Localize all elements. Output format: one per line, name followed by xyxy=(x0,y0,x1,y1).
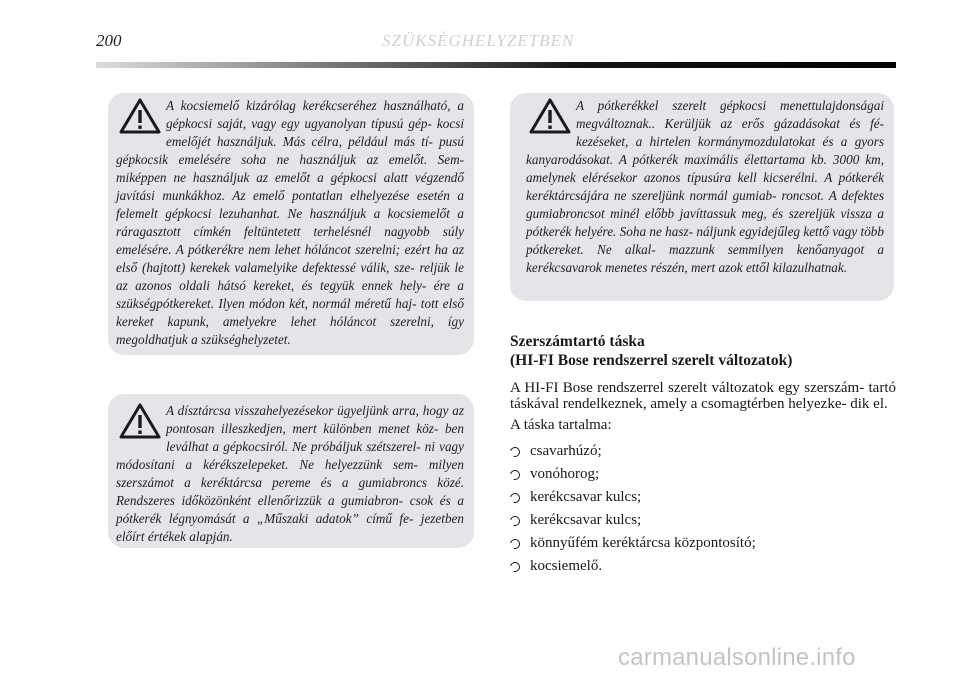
warning-text: A pótkerékkel szerelt gépkocsi menettulajdonságai megváltoznak.. Kerüljük az erős gázadásokat és fé- kezéseket, a hirtelen kormánymozdulatokat és a gyors kanyarodásokat. A pótkerék maximális élettartama kb. 3000 km, amelynek elérésekor azonos típusúra kell kicserélni. A pótkerék keréktárcsájára ne szereljünk normál gumiab- roncsot. A defektes gumiabroncsot minél előbb javíttassuk meg, és szereljük vissza a pótkerék helyére. Soha ne hasz- náljunk egyidejűleg kettő vagy több pótkereket. Ne alkal- mazzunk semmilyen kenőanyagot a kerékcsavarok menetes részén, mert azok ettől kilazulhatnak. xyxy=(526,98,884,275)
warning-text: A dísztárcsa visszahelyezésekor ügyeljünk arra, hogy az pontosan illeszkedjen, mert különben menet köz- ben leválhat a gépkocsiról. Ne próbáljuk szétszerel- ni vagy módosítani a kérékszelepeket. Ne helyezzünk sem- milyen szerszámot a keréktárcsa pereme és a gumiabroncs közé. Rendszeres időközönként ellenőrizzük a gumiabron- csok és a pótkerék légnyomását a „Műszaki adatok” című fe- jezetben előírt értékek alapján. xyxy=(116,403,464,544)
warning-triangle-icon xyxy=(118,97,162,135)
warning-triangle-icon xyxy=(528,97,572,135)
list-item: vonóhorog; xyxy=(510,463,896,486)
page-number: 200 xyxy=(96,31,122,50)
section-body: A HI-FI Bose rendszerrel szerelt változatok egy szerszám- tartó táskával rendelkeznek, amely a csomagtérben helyezke- dik el. xyxy=(510,380,896,412)
list-intro: A táska tartalma: xyxy=(510,417,612,433)
tool-bag-section xyxy=(510,332,896,578)
bullet-icon xyxy=(508,491,522,505)
bullet-icon xyxy=(508,560,522,574)
warning-triangle-icon xyxy=(118,402,162,440)
list-item: kerékcsavar kulcs; xyxy=(510,509,896,532)
warning-box-jack xyxy=(108,93,474,355)
section-subtitle: (HI-FI Bose rendszerrel szerelt változatok) xyxy=(510,352,793,369)
bullet-icon xyxy=(508,468,522,482)
section-title: Szerszámtartó táska xyxy=(510,333,645,350)
warning-box-spare-wheel xyxy=(510,93,894,301)
list-item: csavarhúzó; xyxy=(510,440,896,463)
watermark: carmanualsonline.info xyxy=(618,644,856,671)
list-item: kocsiemelő. xyxy=(510,555,896,578)
list-item: kerékcsavar kulcs; xyxy=(510,486,896,509)
bullet-icon xyxy=(508,445,522,459)
bullet-icon xyxy=(508,514,522,528)
warning-text: A kocsiemelő kizárólag kerékcseréhez használható, a gépkocsi saját, vagy egy ugyanolyan típusú gép- kocsi emelőjét használjuk. Más célra, például más tí- pusú gépkocsik emelésére soha ne használjuk az emelőt. Sem- miképpen ne használjuk az emelőt a gépkocsi alatt végzendő javítási munkákhoz. Az emelő pontatlan elhelyezése esetén a felemelt gépkocsi lezuhanhat. Ne használjuk a kocsiemelőt a ráragasztott címkén feltüntetett terhelésnél nagyobb súly emelésére. A pótkerékre nem lehet hóláncot szerelni; ezért ha az első (hajtott) kerekek valamelyike defektessé válik, sze- reljük le az azonos oldali hátsó kereket, és tegyük ennek hely- ére a szükségpótkereket. Ilyen módon két, normál méretű haj- tott első kereket kapunk, amelyekre lehet hóláncot szerelni, így megoldhatjuk a szükséghelyzetet. xyxy=(116,98,464,347)
bullet-icon xyxy=(508,537,522,551)
running-header: SZÜKSÉGHELYZETBEN xyxy=(382,31,575,50)
tool-list xyxy=(510,440,896,578)
list-item: könnyűfém keréktárcsa központosító; xyxy=(510,532,896,555)
header-rule xyxy=(96,62,896,68)
warning-box-hubcap xyxy=(108,394,474,548)
